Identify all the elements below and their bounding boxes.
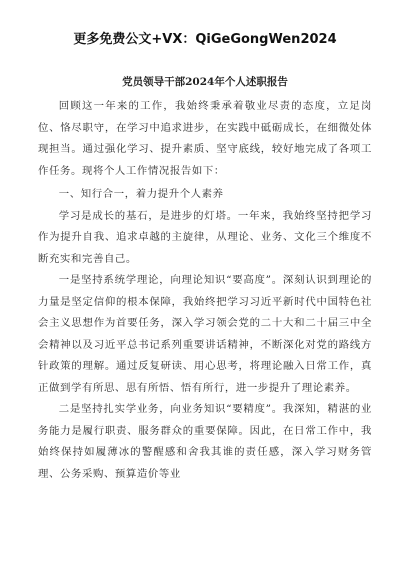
document-title: 党员领导干部2024年个人述职报告: [122, 76, 288, 88]
document-body: [38, 96, 372, 485]
paragraph-theory: 一是坚持系统学理论，向理论知识“要高度”。深刻认识到理论的力量是坚定信仰的根本保障，我始终把学习习近平新时代中国特色社会主义思想作为首要任务，深入学习领会党的二十大和二十届三中全会精神以及习近平总书记系列重要讲话精神，不断深化对党的路线方针政策的理解。通过反复研读、用心思考，将理论融入日常工作，真正做到学有所思、思有所悟、悟有所行，进一步提升了理论素养。: [38, 274, 372, 394]
paragraph-business: 二是坚持扎实学业务，向业务知识“要精度”。我深知，精湛的业务能力是履行职责、服务群众的重要保障。因此，在日常工作中，我始终保持如履薄冰的警醒感和舍我其谁的责任感，深入学习财务管理、公务采购、预算造价等业: [38, 403, 372, 480]
paragraph-learning: 学习是成长的基石，是进步的灯塔。一年来，我始终坚持把学习作为提升自我、追求卓越的主旋律，从理论、业务、文化三个维度不断充实和完善自己。: [38, 209, 372, 265]
promo-banner: 更多免费公文+VX：QiGeGongWen2024: [73, 32, 337, 47]
paragraph-intro: 回顾这一年来的工作，我始终秉承着敬业尽责的态度，立足岗位、恪尽职守，在学习中追求进步，在实践中砥砺成长，在细微处体现担当。通过强化学习、提升素质、坚守底线，较好地完成了各项工作任务。现将个人工作情况报告如下：: [38, 100, 372, 177]
section-heading: 一、知行合一，着力提升个人素养: [58, 188, 224, 200]
